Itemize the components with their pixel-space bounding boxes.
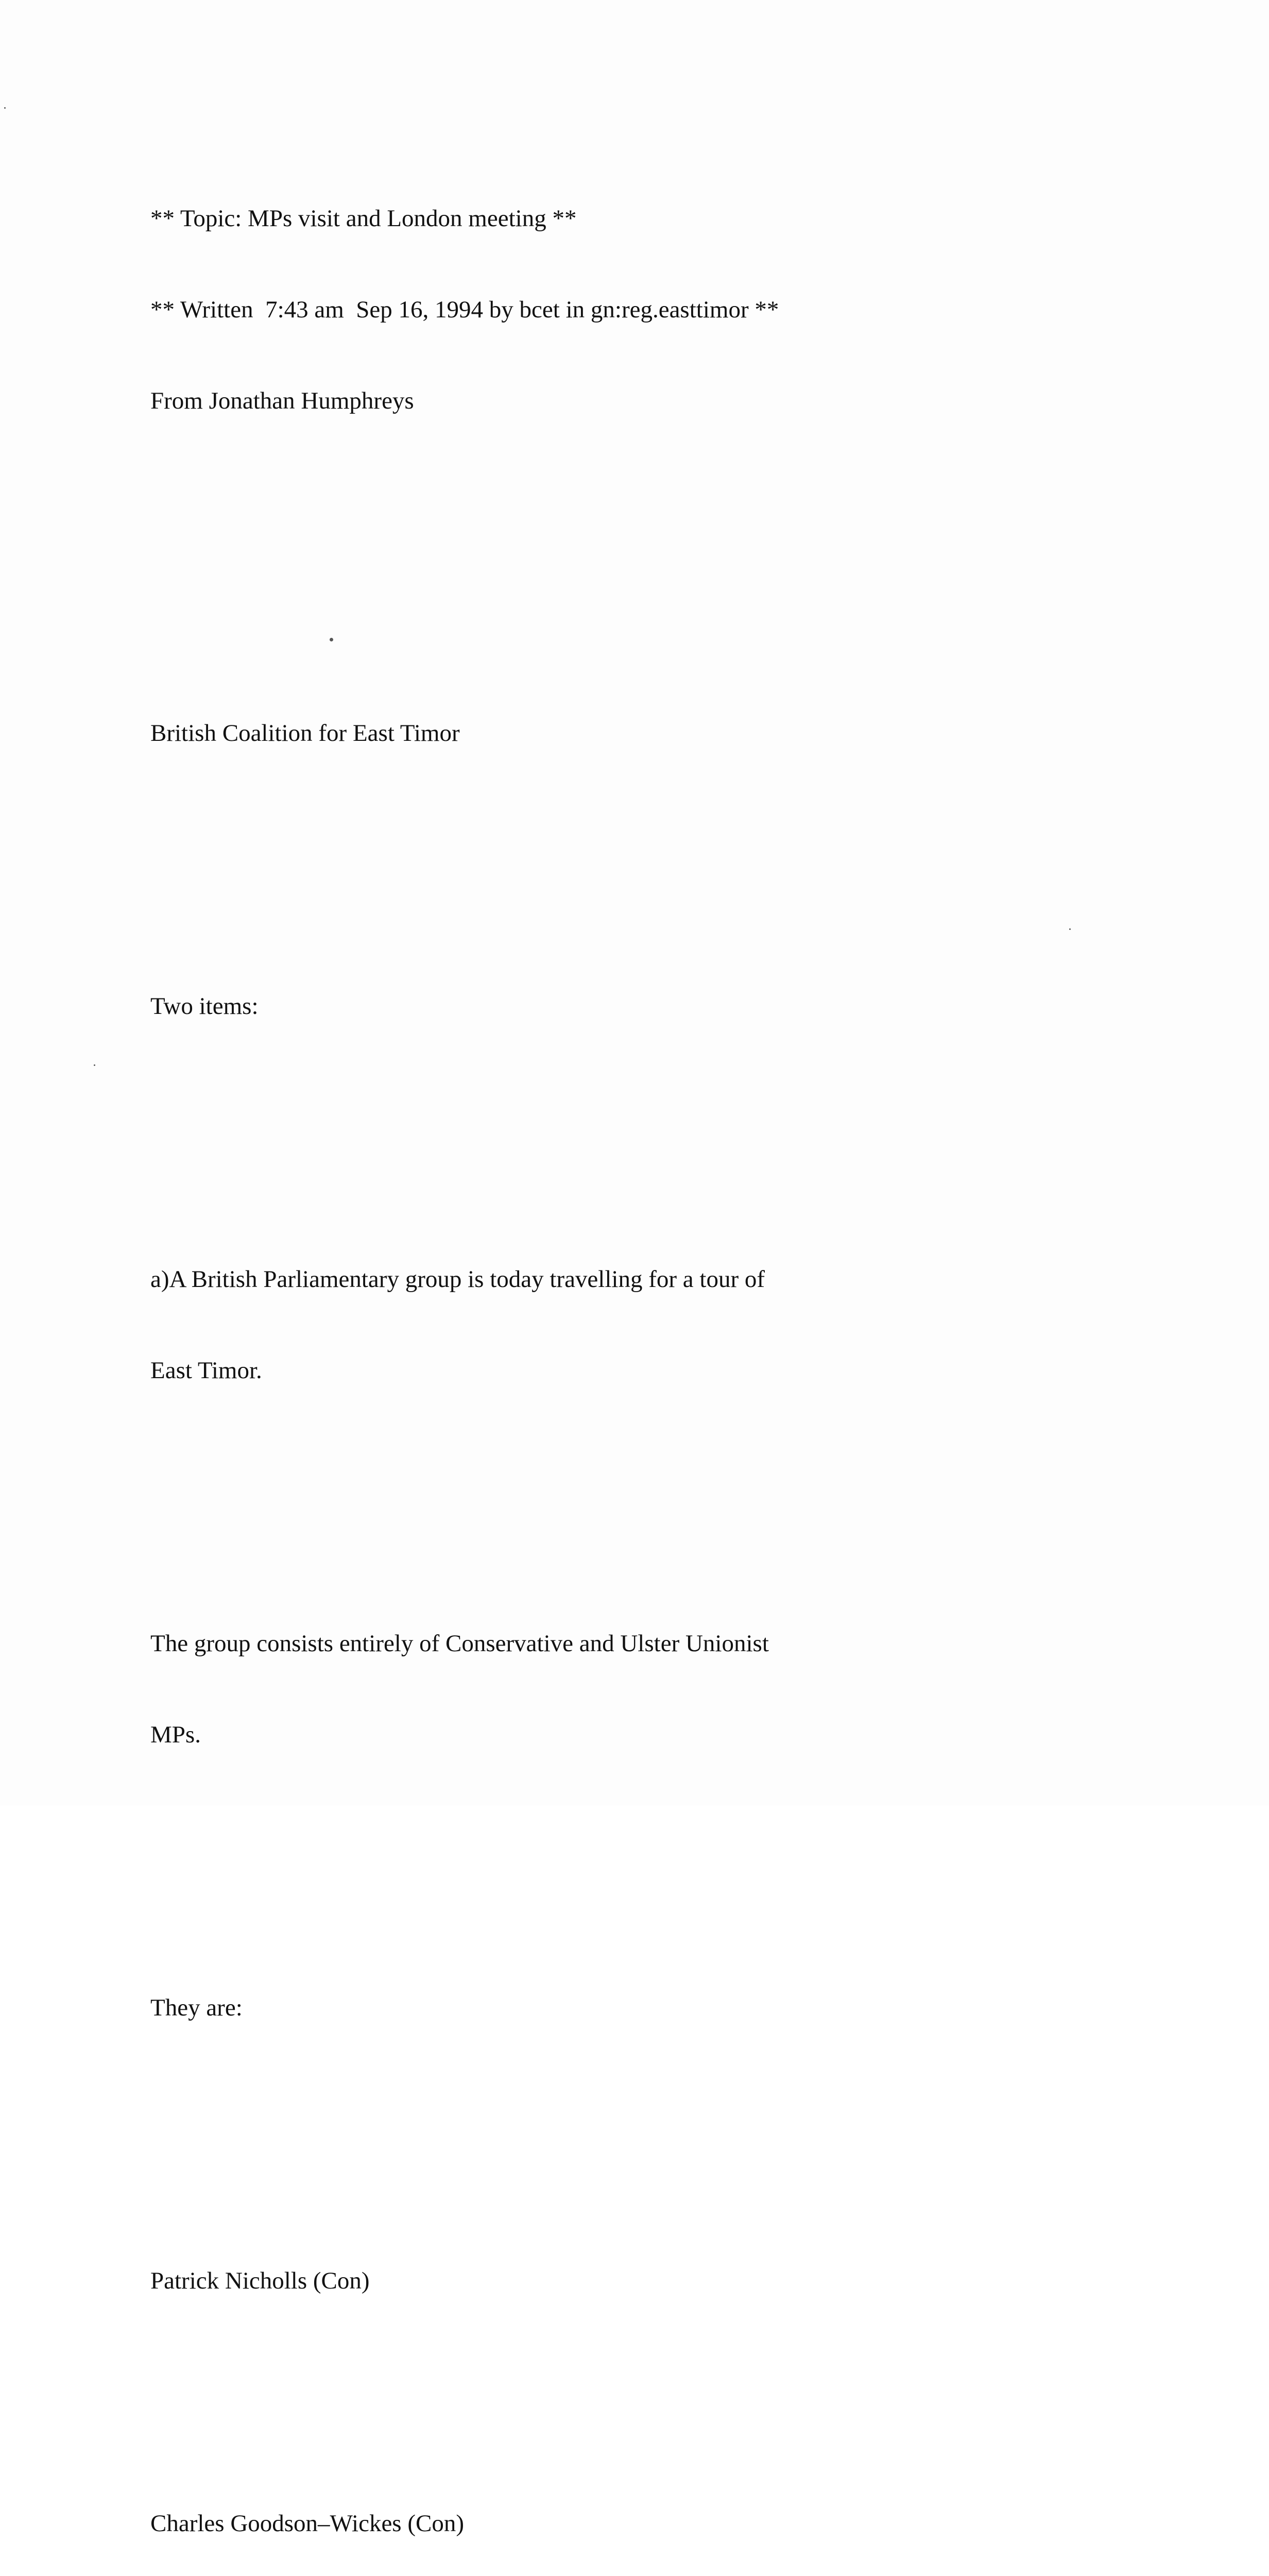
- group-description-line-2: MPs.: [150, 1721, 201, 1748]
- from-line: From Jonathan Humphreys: [150, 387, 414, 414]
- member-name: Patrick Nicholls (Con): [150, 2267, 370, 2294]
- item-a-line-2: East Timor.: [150, 1357, 262, 1384]
- scan-speck: [94, 1064, 95, 1066]
- written-line: ** Written 7:43 am Sep 16, 1994 by bcet in gn:reg.easttimor **: [150, 296, 779, 323]
- scan-speck: [4, 107, 6, 109]
- organization-name: British Coalition for East Timor: [150, 720, 460, 747]
- organization-paragraph: [150, 657, 1129, 809]
- item-a-line-1: a)A British Parliamentary group is today travelling for a tour of: [150, 1266, 765, 1293]
- intro-text: Two items:: [150, 993, 259, 1020]
- item-a-paragraph: [150, 1204, 1129, 1447]
- group-description-line-1: The group consists entirely of Conservative and Ulster Unionist: [150, 1630, 769, 1657]
- member-entry: [150, 2448, 1129, 2576]
- they-are-text: They are:: [150, 1994, 243, 2021]
- group-description-paragraph: [150, 1568, 1129, 1811]
- document-body: [150, 52, 1129, 2576]
- intro-paragraph: [150, 930, 1129, 1082]
- topic-line: ** Topic: MPs visit and London meeting **: [150, 205, 577, 232]
- member-name: Charles Goodson–Wickes (Con): [150, 2510, 465, 2537]
- they-are-paragraph: [150, 1932, 1129, 2084]
- member-entry: [150, 2205, 1129, 2357]
- message-header: [150, 143, 1129, 477]
